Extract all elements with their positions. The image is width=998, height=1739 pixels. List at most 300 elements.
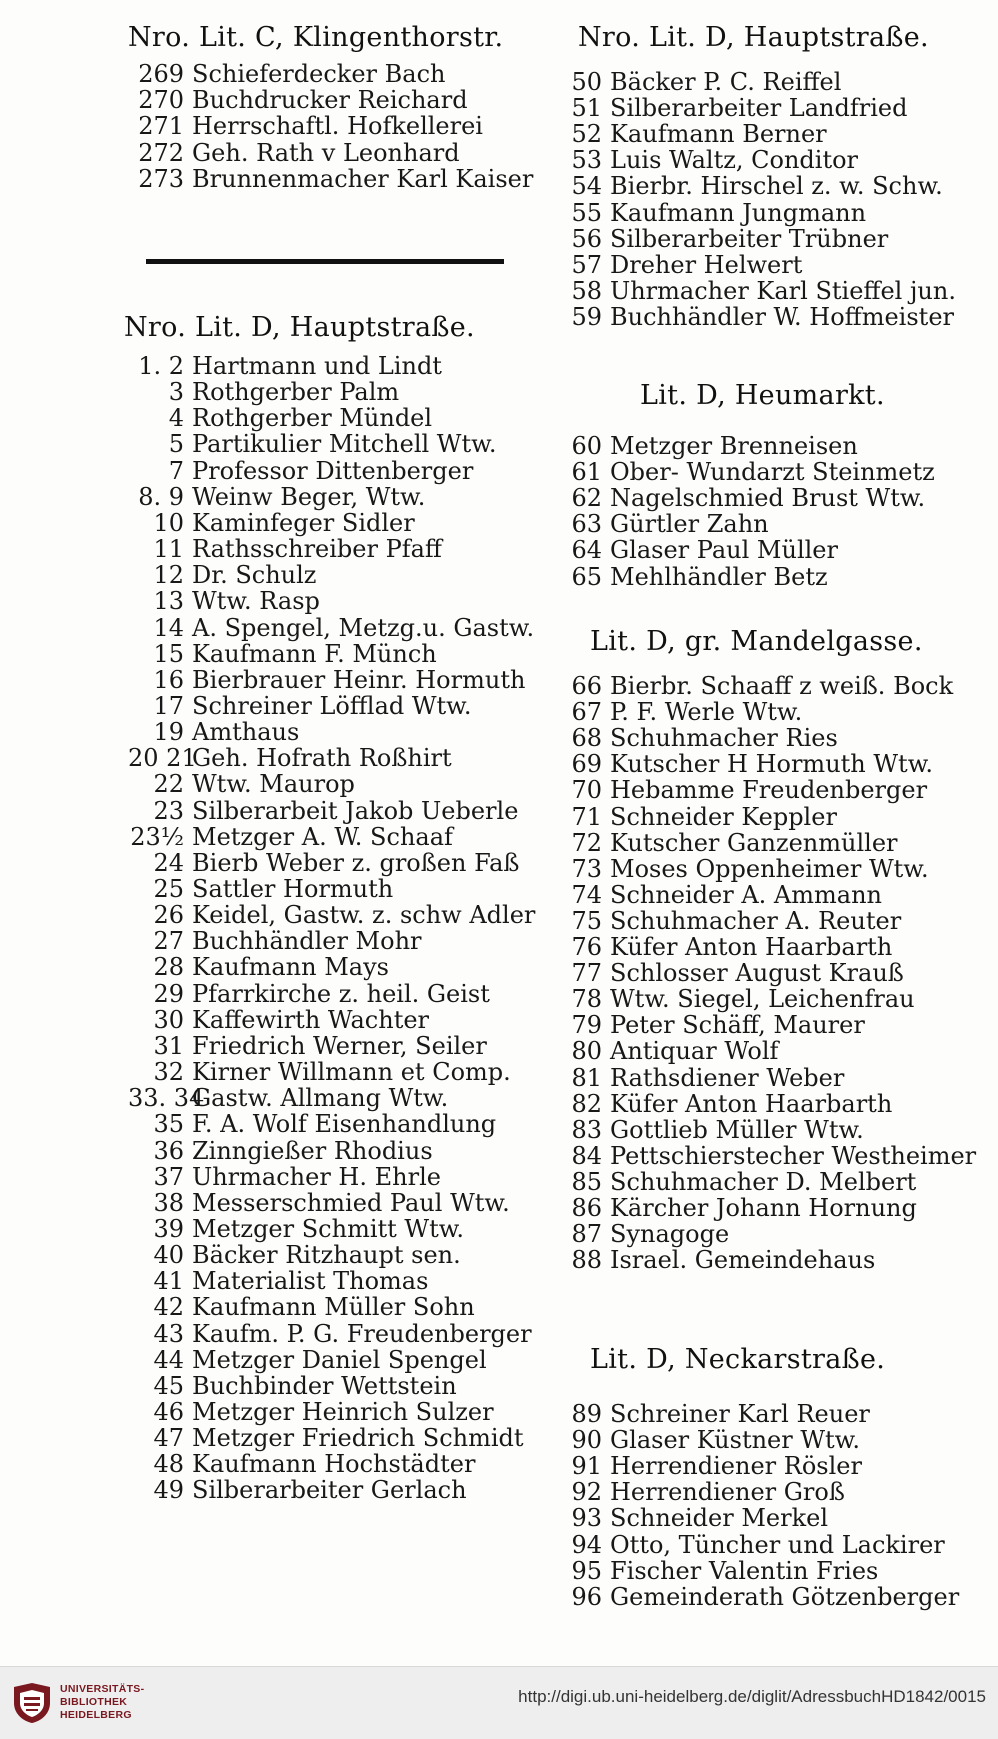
resident-name: Kaufm. P. G. Freudenberger: [192, 1319, 532, 1348]
house-number: 92: [571, 1478, 602, 1507]
resident-name: Rathsdiener Weber: [610, 1063, 845, 1092]
address-entry: [128, 60, 445, 89]
resident-name: Buchhändler W. Hoffmeister: [610, 302, 954, 331]
address-entry: [128, 139, 460, 168]
house-number: 20 21: [128, 744, 197, 773]
resident-name: Wtw. Siegel, Leichenfrau: [610, 985, 915, 1014]
resident-name: Kirner Willmann et Comp.: [192, 1058, 511, 1087]
resident-name: Amthaus: [192, 718, 300, 747]
resident-name: Glaser Paul Müller: [610, 536, 838, 565]
house-number: 19: [153, 718, 184, 747]
address-entry: [128, 692, 472, 721]
house-number: 46: [153, 1398, 184, 1426]
resident-name: Kaufmann F. Münch: [192, 639, 437, 668]
section-heading: Nro. Lit. D, Hauptstraße.: [578, 22, 929, 53]
resident-name: Schieferdecker Bach: [192, 60, 446, 88]
house-number: 28: [153, 953, 184, 982]
address-entry: [128, 901, 535, 930]
resident-name: Geh. Rath v Leonhard: [192, 138, 460, 167]
house-number: 77: [571, 959, 602, 988]
resident-name: Bäcker Ritzhaupt sen.: [192, 1241, 461, 1270]
address-entry: [128, 1320, 532, 1349]
house-number: 42: [153, 1293, 184, 1322]
section-heading: Lit. D, Heumarkt.: [640, 380, 885, 411]
address-entry: [548, 303, 954, 332]
address-entry: [548, 1142, 976, 1171]
resident-name: Kaufmann Berner: [610, 120, 827, 149]
section-heading: Nro. Lit. C, Klingenthorstr.: [128, 22, 504, 53]
address-entry: [548, 251, 802, 280]
house-number: 273: [138, 164, 184, 193]
resident-name: Luis Waltz, Conditor: [610, 146, 859, 175]
house-number: 11: [153, 535, 184, 564]
house-number: 23: [153, 796, 184, 825]
resident-name: Rothgerber Mündel: [192, 404, 433, 433]
address-entry: [128, 1346, 487, 1375]
address-entry: [128, 927, 422, 956]
resident-name: Metzger Schmitt Wtw.: [192, 1214, 465, 1243]
resident-name: Schreiner Löfflad Wtw.: [192, 691, 472, 720]
house-number: 14: [153, 613, 184, 642]
resident-name: Herrendiener Rösler: [610, 1452, 862, 1481]
address-entry: [128, 535, 442, 564]
resident-name: Schneider Merkel: [610, 1504, 829, 1533]
address-entry: [548, 985, 915, 1014]
house-number: 29: [153, 979, 184, 1008]
resident-name: Kärcher Johann Hornung: [610, 1194, 917, 1222]
address-entry: [548, 277, 956, 306]
address-entry: [548, 484, 925, 513]
house-number: 54: [571, 172, 602, 201]
house-number: 39: [153, 1214, 184, 1243]
house-number: 25: [153, 875, 184, 903]
resident-name: Messerschmied Paul Wtw.: [192, 1188, 510, 1217]
resident-name: Synagoge: [610, 1220, 730, 1249]
address-entry: [128, 1084, 448, 1113]
address-entry: [548, 1426, 860, 1455]
address-entry: [128, 1424, 524, 1453]
house-number: 88: [571, 1246, 602, 1275]
address-entry: [128, 614, 534, 643]
address-entry: [548, 1011, 865, 1040]
address-entry: [548, 1583, 959, 1612]
resident-name: Bäcker P. C. Reiffel: [610, 68, 842, 96]
house-number: 43: [153, 1319, 184, 1348]
resident-name: Bierbr. Schaaff z weiß. Bock: [610, 672, 954, 700]
resident-name: Israel. Gemeindehaus: [610, 1246, 876, 1275]
resident-name: Mehlhändler Betz: [610, 562, 828, 591]
house-number: 272: [138, 138, 184, 167]
address-entry: [548, 881, 882, 910]
house-number: 67: [571, 698, 602, 727]
house-number: 89: [571, 1400, 602, 1428]
address-entry: [548, 672, 953, 701]
resident-name: Küfer Anton Haarbarth: [610, 933, 893, 961]
house-number: 95: [571, 1556, 602, 1585]
address-entry: [128, 718, 299, 747]
address-entry: [548, 120, 827, 149]
house-number: 35: [153, 1110, 184, 1139]
house-number: 52: [571, 120, 602, 149]
address-entry: [548, 1478, 845, 1507]
address-entry: [128, 1189, 510, 1218]
house-number: 94: [571, 1530, 602, 1559]
address-entry: [548, 1531, 945, 1560]
resident-name: Fischer Valentin Fries: [610, 1556, 879, 1585]
resident-name: Herrschaftl. Hofkellerei: [192, 112, 483, 141]
resident-name: Schlosser August Krauß: [610, 959, 904, 988]
address-entry: [128, 404, 432, 433]
address-entry: [548, 1194, 917, 1223]
address-entry: [548, 803, 837, 832]
resident-name: Kutscher Ganzenmüller: [610, 828, 898, 857]
address-entry: [548, 1220, 729, 1249]
house-number: 71: [571, 802, 602, 831]
resident-name: Pettschierstecher Westheimer: [610, 1141, 977, 1170]
house-number: 85: [571, 1167, 602, 1196]
resident-name: Uhrmacher H. Ehrle: [192, 1162, 441, 1191]
address-entry: [548, 1064, 844, 1093]
resident-name: P. F. Werle Wtw.: [610, 698, 803, 727]
resident-name: Antiquar Wolf: [610, 1037, 779, 1066]
resident-name: Dr. Schulz: [192, 561, 317, 590]
resident-name: Buchdrucker Reichard: [192, 86, 468, 115]
house-number: 22: [153, 770, 184, 799]
resident-name: Rathsschreiber Pfaff: [192, 535, 442, 564]
resident-name: Bierbr. Hirschel z. w. Schw.: [610, 172, 943, 201]
resident-name: Bierb Weber z. großen Faß: [192, 848, 520, 877]
resident-name: Brunnenmacher Karl Kaiser: [192, 164, 534, 193]
logo-line: HEIDELBERG: [60, 1709, 132, 1721]
resident-name: Silberarbeit Jakob Ueberle: [192, 796, 519, 825]
house-number: 48: [153, 1450, 184, 1479]
house-number: 69: [571, 750, 602, 779]
house-number: 27: [153, 927, 184, 956]
house-number: 51: [571, 94, 602, 123]
house-number: 65: [571, 562, 602, 591]
address-entry: [548, 510, 769, 539]
address-entry: [548, 1037, 778, 1066]
address-entry: [548, 1090, 892, 1119]
address-entry: [548, 829, 898, 858]
house-number: 3: [168, 378, 184, 407]
resident-name: Hebamme Freudenberger: [610, 776, 928, 805]
house-number: 5: [168, 430, 184, 459]
resident-name: Professor Dittenberger: [192, 456, 474, 485]
house-number: 271: [138, 112, 184, 141]
house-number: 78: [571, 985, 602, 1014]
resident-name: Wtw. Maurop: [192, 770, 355, 799]
house-number: 96: [571, 1582, 602, 1611]
resident-name: Partikulier Mitchell Wtw.: [192, 430, 497, 459]
house-number: 75: [571, 906, 602, 935]
resident-name: Kaufmann Jungmann: [610, 198, 867, 227]
resident-name: Nagelschmied Brust Wtw.: [610, 484, 926, 513]
resident-name: Metzger Friedrich Schmidt: [192, 1424, 524, 1453]
house-number: 16: [153, 665, 184, 694]
house-number: 84: [571, 1141, 602, 1170]
house-number: 83: [571, 1115, 602, 1144]
resident-name: Peter Schäff, Maurer: [610, 1011, 865, 1040]
resident-name: Glaser Küstner Wtw.: [610, 1426, 860, 1455]
resident-name: Sattler Hormuth: [192, 875, 394, 903]
house-number: 37: [153, 1162, 184, 1191]
house-number: 270: [138, 86, 184, 115]
address-entry: [548, 1452, 862, 1481]
source-url[interactable]: http://digi.ub.uni-heidelberg.de/diglit/AdressbuchHD1842/0015: [518, 1687, 986, 1706]
resident-name: Zinngießer Rhodius: [192, 1136, 433, 1165]
address-entry: [548, 933, 892, 962]
house-number: 40: [153, 1241, 184, 1270]
library-logo-text: [60, 1683, 144, 1722]
resident-name: Schuhmacher A. Reuter: [610, 906, 902, 935]
resident-name: Schneider A. Ammann: [610, 880, 883, 909]
address-entry: [548, 172, 943, 201]
resident-name: Uhrmacher Karl Stieffel jun.: [610, 276, 956, 305]
address-entry: [128, 1372, 457, 1401]
house-number: 91: [571, 1452, 602, 1481]
address-entry: [128, 953, 389, 982]
section-heading: Nro. Lit. D, Hauptstraße.: [124, 312, 475, 343]
address-entry: [128, 1032, 487, 1061]
resident-name: Buchhändler Mohr: [192, 927, 422, 956]
resident-name: Metzger Brenneisen: [610, 432, 858, 460]
address-entry: [548, 225, 888, 254]
address-entry: [548, 1557, 878, 1586]
resident-name: F. A. Wolf Eisenhandlung: [192, 1110, 497, 1139]
address-entry: [548, 1116, 864, 1145]
address-entry: [548, 1504, 828, 1533]
house-number: 269: [138, 60, 184, 88]
house-number: 31: [153, 1031, 184, 1060]
address-entry: [548, 458, 935, 487]
address-entry: [128, 430, 496, 459]
address-entry: [128, 1058, 511, 1087]
resident-name: Rothgerber Palm: [192, 378, 400, 407]
address-entry: [128, 1293, 475, 1322]
house-number: 7: [168, 456, 184, 485]
address-entry: [548, 68, 841, 97]
address-entry: [128, 666, 525, 695]
house-number: 76: [571, 933, 602, 961]
resident-name: Materialist Thomas: [192, 1267, 429, 1296]
house-number: 57: [571, 250, 602, 279]
address-entry: [128, 1450, 475, 1479]
house-number: 59: [571, 302, 602, 331]
house-number: 32: [153, 1058, 184, 1087]
resident-name: Schreiner Karl Reuer: [610, 1400, 870, 1428]
house-number: 50: [571, 68, 602, 96]
address-entry: [128, 1476, 467, 1505]
address-entry: [128, 112, 483, 141]
house-number: 79: [571, 1011, 602, 1040]
address-entry: [128, 980, 490, 1009]
address-entry: [128, 744, 452, 773]
house-number: 38: [153, 1188, 184, 1217]
address-entry: [128, 797, 518, 826]
house-number: 74: [571, 880, 602, 909]
house-number: 41: [153, 1267, 184, 1296]
resident-name: Wtw. Rasp: [192, 587, 320, 616]
address-entry: [128, 1215, 464, 1244]
address-entry: [548, 432, 858, 461]
address-entry: [548, 199, 866, 228]
address-entry: [128, 640, 437, 669]
house-number: 24: [153, 848, 184, 877]
address-entry: [128, 587, 320, 616]
resident-name: Hartmann und Lindt: [192, 352, 442, 380]
house-number: 15: [153, 639, 184, 668]
house-number: 86: [571, 1194, 602, 1222]
house-number: 56: [571, 224, 602, 253]
address-entry: [128, 1398, 494, 1427]
logo-line: UNIVERSITÄTS-: [60, 1683, 145, 1695]
address-entry: [128, 457, 473, 486]
house-number: 47: [153, 1424, 184, 1453]
house-number: 13: [153, 587, 184, 616]
resident-name: Weinw Beger, Wtw.: [192, 482, 426, 511]
address-entry: [548, 563, 828, 592]
resident-name: Buchbinder Wettstein: [192, 1371, 457, 1400]
resident-name: Ober- Wundarzt Steinmetz: [610, 458, 935, 487]
house-number: 8. 9: [138, 482, 184, 511]
resident-name: Metzger Heinrich Sulzer: [192, 1398, 494, 1426]
section-heading: Lit. D, Neckarstraße.: [590, 1344, 886, 1375]
address-entry: [548, 1246, 875, 1275]
resident-name: Kutscher H Hormuth Wtw.: [610, 750, 934, 779]
section-divider-rule: [146, 259, 504, 264]
address-entry: [128, 165, 533, 194]
resident-name: Kaufmann Hochstädter: [192, 1450, 476, 1479]
section-heading: Lit. D, gr. Mandelgasse.: [590, 626, 923, 657]
resident-name: Friedrich Werner, Seiler: [192, 1031, 487, 1060]
address-entry: [128, 770, 355, 799]
resident-name: Metzger A. W. Schaaf: [192, 822, 453, 851]
house-number: 10: [153, 508, 184, 537]
address-entry: [128, 483, 425, 512]
address-entry: [128, 1137, 433, 1166]
house-number: 64: [571, 536, 602, 565]
house-number: 80: [571, 1037, 602, 1066]
resident-name: Gottlieb Müller Wtw.: [610, 1115, 864, 1144]
resident-name: Gürtler Zahn: [610, 510, 769, 539]
house-number: 61: [571, 458, 602, 487]
address-entry: [548, 536, 838, 565]
address-entry: [128, 509, 415, 538]
address-entry: [128, 561, 316, 590]
address-entry: [548, 1168, 916, 1197]
house-number: 33. 34: [128, 1084, 205, 1113]
house-number: 70: [571, 776, 602, 805]
resident-name: Gemeinderath Götzenberger: [610, 1582, 960, 1611]
address-entry: [548, 724, 838, 753]
house-number: 1. 2: [138, 352, 184, 380]
resident-name: Kaminfeger Sidler: [192, 508, 415, 537]
viewer-footer: [0, 1666, 998, 1739]
address-entry: [548, 146, 858, 175]
house-number: 36: [153, 1136, 184, 1165]
house-number: 73: [571, 854, 602, 883]
address-entry: [548, 1400, 870, 1429]
house-number: 30: [153, 1005, 184, 1034]
address-entry: [128, 849, 519, 878]
house-number: 44: [153, 1345, 184, 1374]
house-number: 26: [153, 901, 184, 930]
address-entry: [128, 1110, 496, 1139]
logo-line: BIBLIOTHEK: [60, 1696, 128, 1708]
address-entry: [128, 378, 399, 407]
house-number: 82: [571, 1089, 602, 1118]
resident-name: A. Spengel, Metzg.u. Gastw.: [192, 613, 535, 642]
house-number: 49: [153, 1476, 184, 1505]
resident-name: Geh. Hofrath Roßhirt: [192, 744, 452, 773]
house-number: 60: [571, 432, 602, 460]
house-number: 72: [571, 828, 602, 857]
house-number: 17: [153, 691, 184, 720]
resident-name: Herrendiener Groß: [610, 1478, 845, 1507]
house-number: 62: [571, 484, 602, 513]
resident-name: Silberarbeiter Landfried: [610, 94, 908, 123]
address-entry: [128, 86, 468, 115]
resident-name: Metzger Daniel Spengel: [192, 1345, 487, 1374]
address-entry: [128, 1163, 441, 1192]
address-entry: [548, 94, 907, 123]
house-number: 12: [153, 561, 184, 590]
address-entry: [548, 907, 901, 936]
resident-name: Schuhmacher Ries: [610, 724, 838, 753]
resident-name: Keidel, Gastw. z. schw Adler: [192, 901, 536, 930]
house-number: 63: [571, 510, 602, 539]
resident-name: Silberarbeiter Gerlach: [192, 1476, 467, 1505]
house-number: 68: [571, 724, 602, 753]
house-number: 93: [571, 1504, 602, 1533]
house-number: 45: [153, 1371, 184, 1400]
university-seal-icon: [10, 1681, 54, 1725]
resident-name: Kaufmann Mays: [192, 953, 389, 982]
address-entry: [128, 352, 442, 381]
address-entry: [128, 1241, 461, 1270]
house-number: 4: [168, 404, 184, 433]
address-entry: [128, 875, 393, 904]
resident-name: Otto, Tüncher und Lackirer: [610, 1530, 945, 1559]
resident-name: Schneider Keppler: [610, 802, 837, 831]
house-number: 66: [571, 672, 602, 700]
house-number: 81: [571, 1063, 602, 1092]
house-number: 90: [571, 1426, 602, 1455]
resident-name: Kaffewirth Wachter: [192, 1005, 430, 1034]
resident-name: Moses Oppenheimer Wtw.: [610, 854, 929, 883]
house-number: 58: [571, 276, 602, 305]
address-entry: [128, 1267, 428, 1296]
address-entry: [548, 698, 802, 727]
address-entry: [548, 959, 904, 988]
resident-name: Silberarbeiter Trübner: [610, 224, 889, 253]
address-entry: [548, 776, 927, 805]
resident-name: Dreher Helwert: [610, 250, 803, 279]
house-number: 53: [571, 146, 602, 175]
resident-name: Schuhmacher D. Melbert: [610, 1167, 917, 1196]
house-number: 87: [571, 1220, 602, 1249]
resident-name: Gastw. Allmang Wtw.: [192, 1084, 449, 1113]
resident-name: Bierbrauer Heinr. Hormuth: [192, 665, 526, 694]
address-entry: [128, 1006, 429, 1035]
address-entry: [128, 823, 453, 852]
house-number: 23½: [130, 822, 184, 851]
house-number: 55: [571, 198, 602, 227]
address-entry: [548, 750, 933, 779]
resident-name: Pfarrkirche z. heil. Geist: [192, 979, 490, 1008]
resident-name: Kaufmann Müller Sohn: [192, 1293, 475, 1322]
